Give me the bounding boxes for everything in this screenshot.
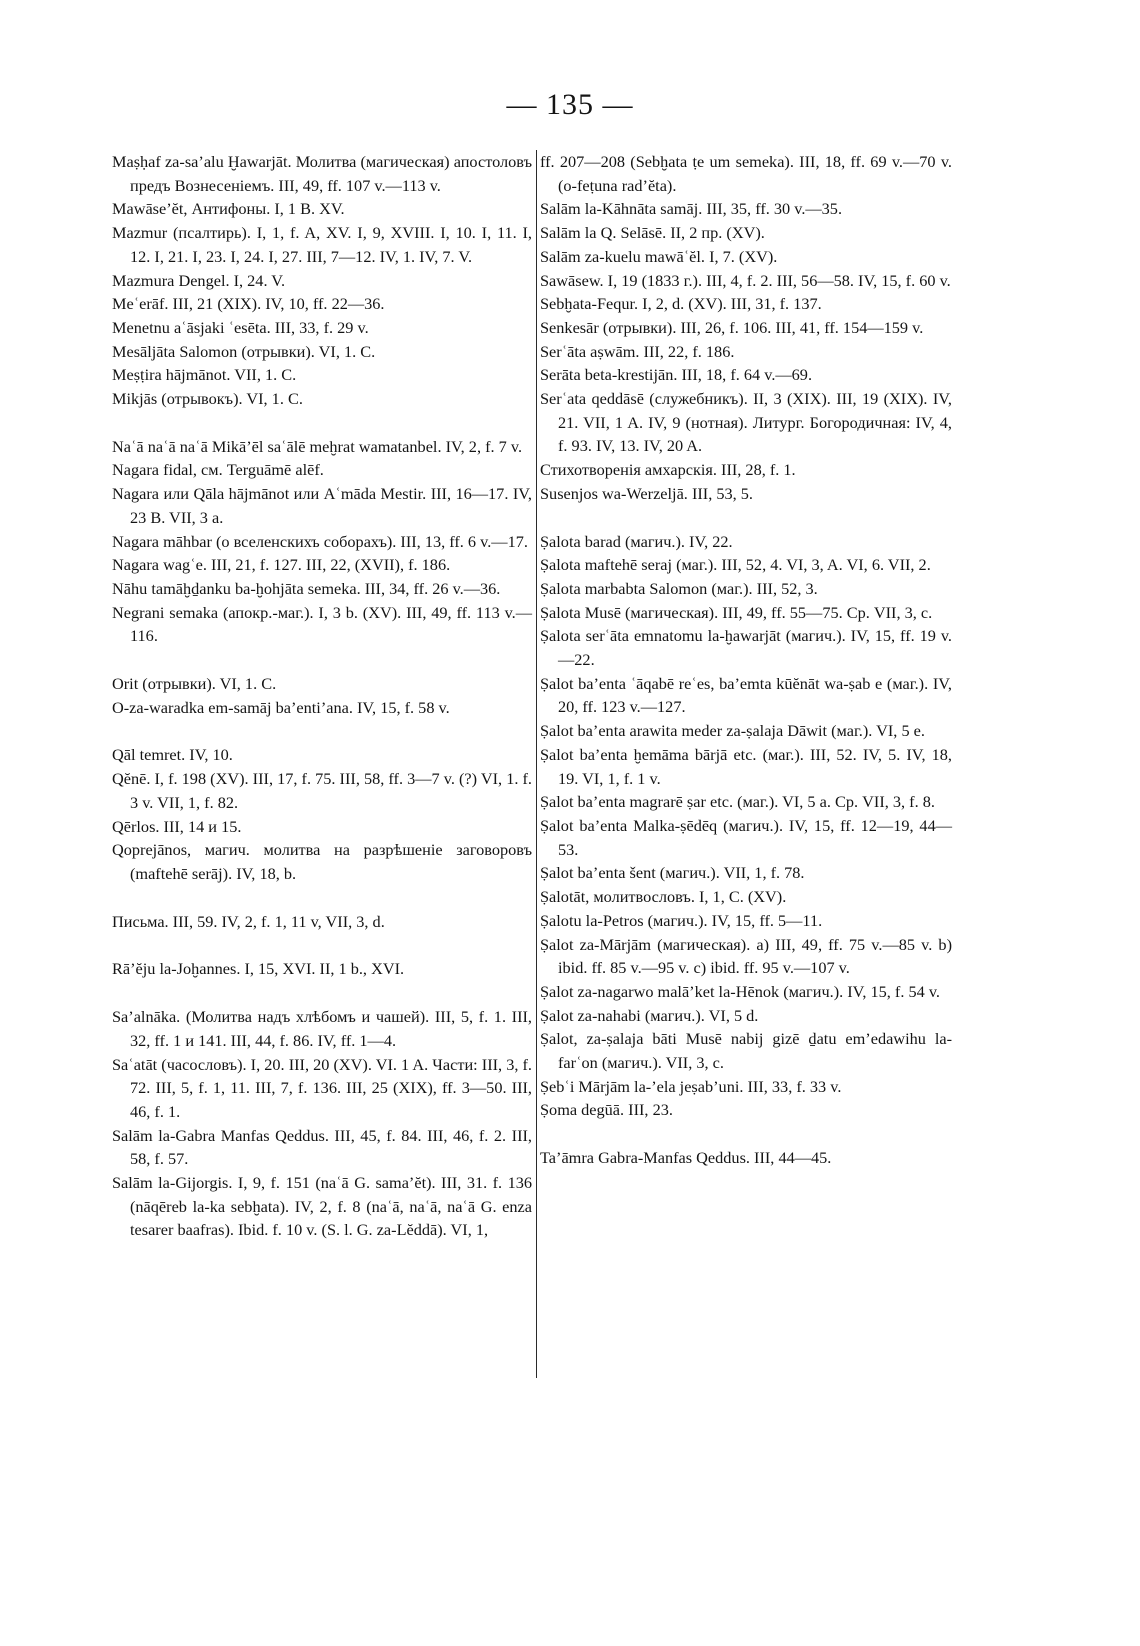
index-entry: Ṣalot za-Mārjām (магическая). a) III, 49, ff. 75 v.—85 v. b) ibid. ff. 85 v.—95 v. c) ibid. ff. 95 v.—107 v. [540,934,952,978]
index-entry: Nagara māhbar (о вселенскихъ соборахъ). III, 13, ff. 6 v.—17. [112,531,528,551]
index-entry: Meṣṭira hājmānot. VII, 1. C. [112,365,297,385]
index-entry: Serāta beta-krestijān. III, 18, f. 64 v.—69. [540,365,813,385]
index-entry: Ṣalota Musē (магическая). III, 49, ff. 55—75. Ср. VII, 3, c. [540,602,933,622]
index-entry: Mesāljāta Salomon (отрывки). VI, 1. C. [112,341,376,361]
index-entry: Qāl temret. IV, 10. [112,745,233,765]
index-entry: Qērlos. III, 14 и 15. [112,816,242,836]
index-entry: Ṣoma degūā. III, 23. [540,1100,673,1120]
index-entry: Ṣalot ba’enta Malka-ṣēdēq (магич.). IV, 15, ff. 12—19, 44—53. [540,815,952,859]
left-column [112,150,532,1242]
index-entry: Saʿatāt (часословъ). I, 20. III, 20 (XV). VI. 1 A. Части: III, 3, f. 72. III, 5, f. 1, 11. III, 7, f. 136. III, 25 (XIX), ff. 3—50. III, 46, f. 1. [112,1054,532,1121]
index-entry: Ṣalot ba’enta šent (магич.). VII, 1, f. 78. [540,863,805,883]
section-gap [112,981,532,1005]
index-entry: Ṣalot ba’enta magrarē ṣar etc. (маг.). VI, 5 a. Ср. VII, 3, f. 8. [540,792,935,812]
index-entry: Ṣalota barad (магич.). IV, 22. [540,531,733,551]
section-gap [112,933,532,957]
index-entry: Salām la-Kāhnāta samāj. III, 35, ff. 30 v.—35. [540,199,843,219]
index-entry: Ṣalota maftehē seraj (маг.). III, 52, 4. VI, 3, A. VI, 6. VII, 2. [540,555,931,575]
index-entry: Nagara или Qāla hājmānot или Aʿmāda Mestir. III, 16—17. IV, 23 B. VII, 3 a. [112,484,532,527]
section-gap [112,648,532,672]
index-entry: Salām za-kuelu mawāʿĕl. I, 7. (XV). [540,246,778,266]
index-entry: Mazmur (псалтирь). I, 1, f. A, XV. I, 9, XVIII. I, 10. I, 11. I, 12. I, 21. I, 23. I, 24. I, 27. III, 7—12. IV, 1. IV, 7. V. [112,223,532,266]
index-entry: Meʿerāf. III, 21 (XIX). IV, 10, ff. 22—36. [112,294,385,314]
index-entry: Ta’āmra Gabra-Manfas Qeddus. III, 44—45. [540,1148,832,1168]
section-gap [540,506,952,530]
index-entry: Qĕnē. I, f. 198 (XV). III, 17, f. 75. III, 58, ff. 3—7 v. (?) VI, 1. f. 3 v. VII, 1, f. 82. [112,769,532,812]
index-entry: Ṣalot, za-ṣalaja bāti Musē nabij gizē ḏatu em’edawihu la-farʿon (магич.). VII, 3, c. [540,1029,952,1073]
index-entry: Стихотворенія амхарскія. III, 28, f. 1. [540,460,796,480]
index-entry: Qoprejānos, магич. молитва на разрѣшеніе заговоровъ (maftehē serāj). IV, 18, b. [112,840,532,883]
section-gap [112,411,532,435]
index-entry: Salām la-Gabra Manfas Qeddus. III, 45, f. 84. III, 46, f. 2. III, 58, f. 57. [112,1125,532,1169]
index-entry: Ṣalot ba’enta ḫemāma bārjā etc. (маг.). III, 52. IV, 5. IV, 18, 19. VI, 1, f. 1 v. [540,744,952,788]
index-entry: Ṣalot ba’enta arawita meder za-ṣalaja Dāwit (маг.). VI, 5 e. [540,721,925,741]
index-entry: Ṣalot za-nahabi (магич.). VI, 5 d. [540,1005,759,1025]
index-entry: Salām la Q. Selāsē. II, 2 пр. (XV). [540,223,765,243]
index-entry: Mawāse’ĕt, Антифоны. I, 1 B. XV. [112,199,345,219]
index-entry: Sawāsew. I, 19 (1833 г.). III, 4, f. 2. III, 56—58. IV, 15, f. 60 v. [540,270,951,290]
index-entry: Rā’ĕju la-Joḫannes. I, 15, XVI. II, 1 b., XVI. [112,959,405,979]
index-entry: Ṣebʿi Mārjām la-’ela jeṣab’uni. III, 33, f. 33 v. [540,1076,842,1096]
index-entry: Orit (отрывки). VI, 1. C. [112,674,277,694]
index-entry: Ṣalota serʿāta emnatomu la-ḫawarjāt (магич.). IV, 15, ff. 19 v.—22. [540,626,952,670]
section-gap [540,1122,952,1146]
column-divider [536,150,537,1378]
index-entry: ff. 207—208 (Sebḫata ṭe um semeka). III, 18, ff. 69 v.—70 v. (o-feṭuna rad’ĕta). [540,152,952,195]
index-entry: Salām la-Gijorgis. I, 9, f. 151 (naʿā G. sama’ĕt). III, 31. f. 136 (nāqēreb la-ka sebḫata). IV, 2, f. 8 (naʿā, naʿā, naʿā G. enza tesarer baafras). Ibid. f. 10 v. (S. l. G. za-Lĕddā). VI, 1, [112,1173,532,1240]
index-entry: Sa’alnāka. (Молитва надъ хлѣбомъ и чашей). III, 5, f. 1. III, 32, ff. 1 и 141. III, 44, f. 86. IV, ff. 1—4. [112,1007,532,1050]
section-gap [112,719,532,743]
index-entry: Письма. III, 59. IV, 2, f. 1, 11 v, VII, 3, d. [112,911,385,931]
index-entry: Ṣalot za-nagarwo malā’ket la-Hēnok (магич.). IV, 15, f. 54 v. [540,981,940,1001]
index-entry: Naʿā naʿā naʿā Mikā’ēl saʿālē meḫrat wamatanbel. IV, 2, f. 7 v. [112,436,523,456]
index-entry: Susenjos wa-Werzeljā. III, 53, 5. [540,483,753,503]
index-entry: Serʿata qeddāsē (служебникъ). II, 3 (XIX). III, 19 (XIX). IV, 21. VII, 1 A. IV, 9 (нотная). Литург. Богородичная: IV, 4, f. 93. IV, 13. IV, 20 A. [540,389,952,456]
index-entry: Menetnu aʿāsjaki ʿesēta. III, 33, f. 29 v. [112,317,369,337]
section-gap [112,886,532,910]
index-entry: Ṣalotāt, молитвословъ. I, 1, C. (XV). [540,887,787,907]
index-entry: Sebḫata-Fequr. I, 2, d. (XV). III, 31, f. 137. [540,294,822,314]
index-entry: Ṣalot ba’enta ʿāqabē reʿes, ba’emta kūĕnāt wa-ṣab e (маг.). IV, 20, ff. 123 v.—127. [540,673,952,717]
index-entry: Maṣḥaf za-sa’alu Ḫawarjāt. Молитва (магическая) апостоловъ предъ Вознесеніемъ. III, 49, ff. 107 v.—113 v. [112,152,532,195]
index-entry: Negrani semaka (апокр.-маг.). I, 3 b. (XV). III, 49, ff. 113 v.—116. [112,602,532,646]
right-column [540,150,952,1170]
index-entry: Nagara fidal, см. Terguāmē alēf. [112,460,324,480]
index-entry: Serʿāta aṣwām. III, 22, f. 186. [540,341,735,361]
index-entry: Nagara wagʿe. III, 21, f. 127. III, 22, (XVII), f. 186. [112,555,451,575]
index-entry: O-za-waradka em-samāj ba’enti’ana. IV, 15, f. 58 v. [112,697,450,717]
index-entry: Ṣalotu la-Petros (магич.). IV, 15, ff. 5—11. [540,910,823,930]
index-entry: Mikjās (отрывокъ). VI, 1. C. [112,389,303,409]
index-entry: Senkesār (отрывки). III, 26, f. 106. III, 41, ff. 154—159 v. [540,317,924,337]
index-entry: Nāhu tamāḫḏanku ba-ḫohjāta semeka. III, 34, ff. 26 v.—36. [112,578,501,598]
index-entry: Mazmura Dengel. I, 24. V. [112,270,286,290]
page-number: — 135 — [506,88,634,121]
index-entry: Ṣalota marbabta Salomon (маг.). III, 52, 3. [540,578,818,598]
